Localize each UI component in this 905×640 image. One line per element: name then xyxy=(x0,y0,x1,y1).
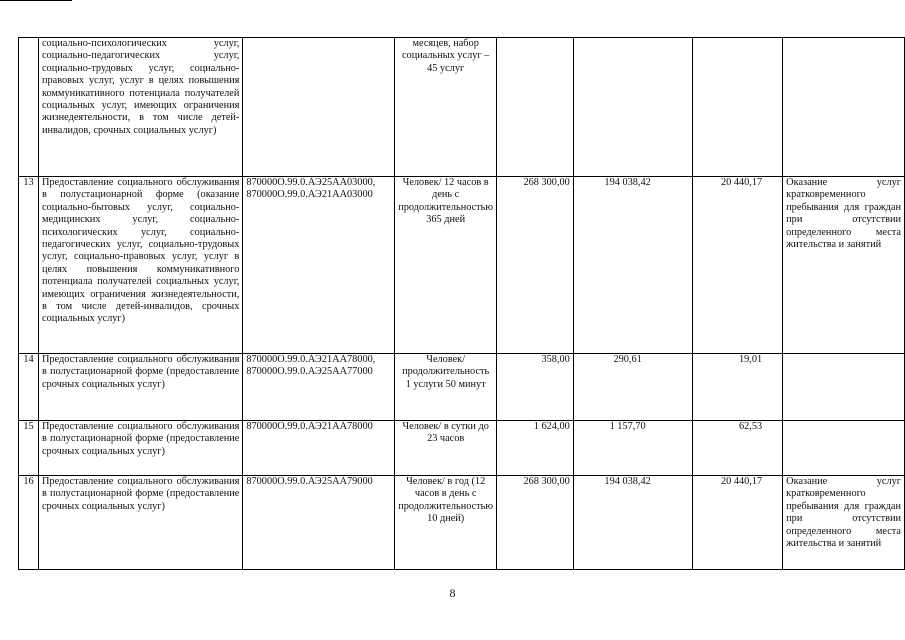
unit-measure: Человек/ в сутки до 23 часов xyxy=(395,421,497,476)
note xyxy=(783,354,905,421)
value-col6 xyxy=(573,38,693,177)
services-table xyxy=(18,37,905,570)
value-col6: 194 038,42 xyxy=(573,177,693,354)
registry-code xyxy=(243,38,395,177)
value-col6: 290,61 xyxy=(573,354,693,421)
service-name: Предоставление социального обслуживания в полустационарной форме (предоставление срочных социальных услуг) xyxy=(38,421,242,476)
table-row xyxy=(19,177,905,354)
registry-code: 870000О.99.0.АЭ21АА78000, 870000О.99.0.АЭ25АА77000 xyxy=(243,354,395,421)
value-col6: 194 038,42 xyxy=(573,476,693,570)
value-col7: 20 440,17 xyxy=(693,476,783,570)
row-number: 13 xyxy=(19,177,39,354)
unit-measure: месяцев, набор социальных услуг – 45 услуг xyxy=(395,38,497,177)
note: Оказание услуг кратковременного пребывания для граждан при отсутствии определенного места жительства и занятий xyxy=(783,177,905,354)
value-col7: 20 440,17 xyxy=(693,177,783,354)
note xyxy=(783,421,905,476)
value-col5 xyxy=(497,38,574,177)
unit-measure: Человек/ продолжительность 1 услуги 50 минут xyxy=(395,354,497,421)
service-name: социально-психологических услуг, социально-педагогических услуг, социально-трудовых услуг, социально-правовых услуг, услуг в целях повышения коммуникативного потенциала получателей социальных услуг, имеющих ограничения жизнедеятельности, в том числе детей-инвалидов, срочных социальных услуг) xyxy=(38,38,242,177)
value-col5: 268 300,00 xyxy=(497,177,574,354)
table-row xyxy=(19,354,905,421)
top-rule xyxy=(0,0,72,1)
registry-code: 870000О.99.0.АЭ25АА03000, 870000О.99.0.АЭ21АА03000 xyxy=(243,177,395,354)
table-row xyxy=(19,421,905,476)
table-row xyxy=(19,476,905,570)
note: Оказание услуг кратковременного пребывания для граждан при отсутствии определенного места жительства и занятий xyxy=(783,476,905,570)
value-col5: 358,00 xyxy=(497,354,574,421)
unit-measure: Человек/ в год (12 часов в день с продолжительностью 10 дней) xyxy=(395,476,497,570)
row-number: 15 xyxy=(19,421,39,476)
note xyxy=(783,38,905,177)
service-name: Предоставление социального обслуживания в полустационарной форме (предоставление срочных социальных услуг) xyxy=(38,354,242,421)
row-number: 14 xyxy=(19,354,39,421)
registry-code: 870000О.99.0.АЭ25АА79000 xyxy=(243,476,395,570)
row-number: 16 xyxy=(19,476,39,570)
page-number: 8 xyxy=(449,586,456,600)
value-col6: 1 157,70 xyxy=(573,421,693,476)
value-col7: 19,01 xyxy=(693,354,783,421)
registry-code: 870000О.99.0.АЭ21АА78000 xyxy=(243,421,395,476)
table-row xyxy=(19,38,905,177)
service-name: Предоставление социального обслуживания в полустационарной форме (оказание социально-бытовых услуг, социально-медицинских услуг, социально-психологических услуг, социально-педагогических услуг, социально-трудовых услуг, социально-правовых услуг, услуг в целях повышения коммуникативного потенциала получателей социальных услуг, имеющих ограничения жизнедеятельности, в том числе детей-инвалидов, срочных социальных услуг) xyxy=(38,177,242,354)
value-col7: 62,53 xyxy=(693,421,783,476)
value-col7 xyxy=(693,38,783,177)
unit-measure: Человек/ 12 часов в день с продолжительностью 365 дней xyxy=(395,177,497,354)
service-name: Предоставление социального обслуживания в полустационарной форме (предоставление срочных социальных услуг) xyxy=(38,476,242,570)
value-col5: 268 300,00 xyxy=(497,476,574,570)
value-col5: 1 624,00 xyxy=(497,421,574,476)
row-number xyxy=(19,38,39,177)
